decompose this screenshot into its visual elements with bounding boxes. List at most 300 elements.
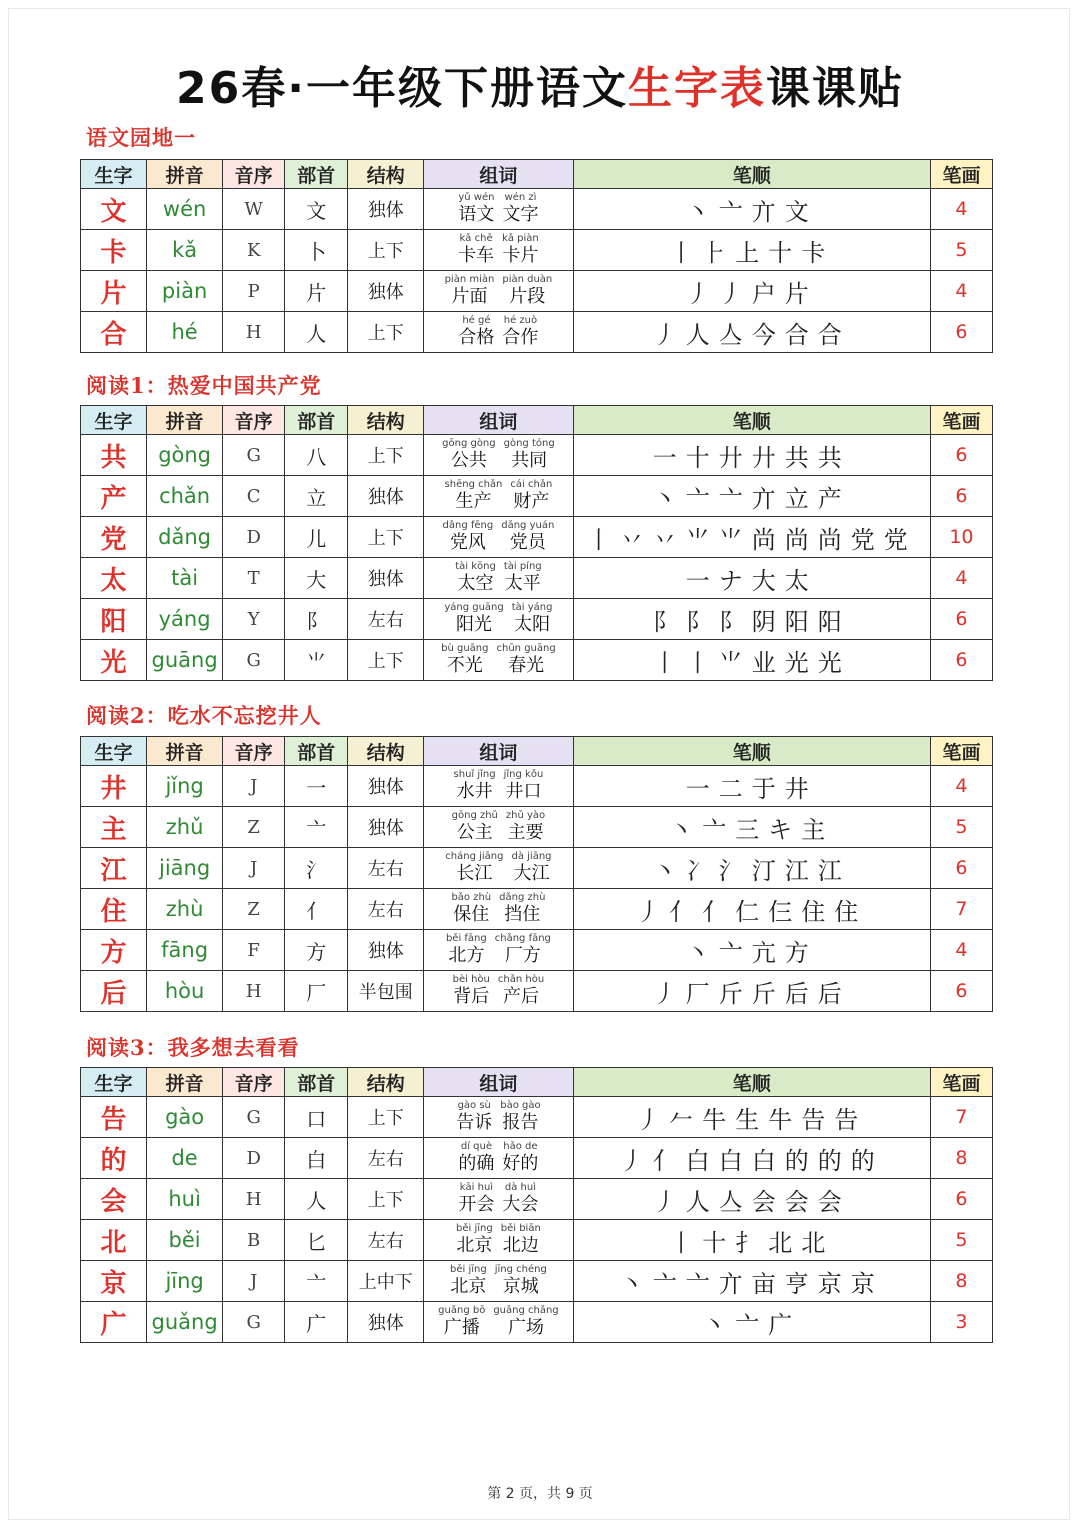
stroke-count-cell: 6	[930, 640, 992, 681]
pinyin-cell: hé	[147, 312, 223, 353]
table-row	[81, 517, 993, 558]
word-text: 大江	[513, 863, 550, 884]
word-item	[499, 892, 545, 926]
phonetic-index-cell: F	[223, 930, 285, 971]
words-cell	[424, 807, 573, 848]
pinyin-cell: de	[147, 1138, 223, 1179]
character-cell: 片	[81, 271, 147, 312]
stroke-step: 白	[718, 1146, 743, 1175]
word-pinyin: dǎng fēng	[442, 520, 494, 531]
stroke-step: 亣	[751, 197, 776, 226]
word-pinyin: hǎo de	[503, 1141, 538, 1152]
stroke-step: 丨	[669, 238, 694, 267]
stroke-step: 十	[685, 443, 710, 472]
word-pinyin: běi jīng	[456, 1223, 493, 1234]
stroke-count-cell: 5	[930, 807, 992, 848]
word-pinyin: gōng zhǔ	[451, 810, 498, 821]
structure-cell: 左右	[348, 599, 424, 640]
stroke-step: 丷	[652, 525, 677, 554]
column-header: 音序	[223, 160, 285, 189]
stroke-step: 住	[834, 897, 859, 926]
stroke-step: 党	[850, 525, 875, 554]
words-cell	[424, 889, 573, 930]
word-text: 北方	[448, 945, 485, 966]
page-footer: 第 2 页，共 9 页	[487, 1486, 593, 1502]
stroke-step: 丿	[652, 320, 677, 349]
words-cell	[424, 930, 573, 971]
stroke-step: 亻	[702, 897, 727, 926]
radical-cell: 卜	[285, 230, 348, 271]
structure-cell: 左右	[348, 889, 424, 930]
table-row	[81, 930, 993, 971]
stroke-step: 的	[784, 1146, 809, 1175]
word-pinyin: cháng jiāng	[445, 851, 504, 862]
column-header: 笔顺	[573, 406, 930, 435]
stroke-order-cell	[573, 599, 930, 640]
word-text: 广播	[443, 1317, 480, 1338]
word-text: 公主	[456, 822, 493, 843]
column-header: 组词	[424, 160, 573, 189]
phonetic-index-cell: D	[223, 1138, 285, 1179]
radical-cell: 文	[285, 189, 348, 230]
radical-cell: 人	[285, 312, 348, 353]
word-text: 挡住	[504, 904, 541, 925]
pinyin-cell: chǎn	[147, 476, 223, 517]
stroke-step: 方	[784, 938, 809, 967]
word-item	[458, 233, 494, 267]
phonetic-index-cell: H	[223, 312, 285, 353]
words-cell	[424, 271, 573, 312]
word-pinyin: yǔ wén	[458, 192, 495, 203]
radical-cell: 厂	[285, 971, 348, 1012]
column-header: 生字	[81, 1068, 147, 1097]
stroke-count-cell: 5	[930, 230, 992, 271]
column-header: 音序	[223, 406, 285, 435]
words-cell	[424, 1261, 573, 1302]
word-item	[441, 643, 488, 677]
stroke-step: 立	[784, 484, 809, 513]
radical-cell: 广	[285, 1302, 348, 1343]
radical-cell: 大	[285, 558, 348, 599]
word-text: 好的	[502, 1153, 539, 1174]
stroke-step: 京	[850, 1269, 875, 1298]
word-text: 主要	[507, 822, 544, 843]
column-header: 结构	[348, 737, 424, 766]
word-pinyin: běi fāng	[445, 933, 487, 944]
character-cell: 方	[81, 930, 147, 971]
column-header: 组词	[424, 406, 573, 435]
stroke-step: 氵	[718, 856, 743, 885]
word-item	[438, 1305, 485, 1339]
stroke-step: 亩	[751, 1269, 776, 1298]
stroke-step: 人	[685, 1187, 710, 1216]
word-item	[443, 520, 494, 554]
stroke-step: 丿	[636, 1105, 661, 1134]
table-row	[81, 189, 993, 230]
stroke-step: 产	[817, 484, 842, 513]
stroke-count-cell: 3	[930, 1302, 992, 1343]
stroke-step: 丿	[636, 897, 661, 926]
stroke-step: 片	[784, 279, 809, 308]
word-pinyin: gòng tóng	[503, 438, 555, 449]
character-cell: 主	[81, 807, 147, 848]
stroke-step: 生	[735, 1105, 760, 1134]
table-row	[81, 766, 993, 807]
stroke-step: 白	[685, 1146, 710, 1175]
word-pinyin: kǎ chē	[459, 233, 493, 244]
stroke-step: ナ	[718, 566, 743, 595]
pinyin-cell: běi	[147, 1220, 223, 1261]
phonetic-index-cell: J	[223, 1261, 285, 1302]
word-pinyin: jǐng kǒu	[503, 769, 544, 780]
structure-cell: 独体	[348, 558, 424, 599]
stroke-count-cell: 8	[930, 1261, 992, 1302]
stroke-step: 丿	[718, 279, 743, 308]
word-text: 报告	[502, 1112, 539, 1133]
pinyin-cell: jǐng	[147, 766, 223, 807]
word-pinyin: yáng guāng	[444, 602, 504, 613]
stroke-step: 江	[817, 856, 842, 885]
stroke-count-cell: 7	[930, 1097, 992, 1138]
stroke-step: 扌	[735, 1228, 760, 1257]
stroke-step: 廾	[718, 443, 743, 472]
structure-cell: 上中下	[348, 1261, 424, 1302]
stroke-step: 廾	[751, 443, 776, 472]
stroke-order-cell	[573, 1097, 930, 1138]
stroke-step: 太	[784, 566, 809, 595]
word-text: 不光	[446, 655, 483, 676]
table-row	[81, 1302, 993, 1343]
stroke-order-cell	[573, 930, 930, 971]
column-header: 部首	[285, 737, 348, 766]
stroke-step: 京	[817, 1269, 842, 1298]
word-pinyin: piàn duàn	[502, 274, 553, 285]
structure-cell: 独体	[348, 930, 424, 971]
phonetic-index-cell: B	[223, 1220, 285, 1261]
character-cell: 后	[81, 971, 147, 1012]
word-text: 北边	[502, 1235, 539, 1256]
stroke-step: 丨	[669, 1228, 694, 1257]
word-text: 阳光	[456, 614, 493, 635]
stroke-step: 一	[652, 443, 677, 472]
column-header: 结构	[348, 1068, 424, 1097]
character-cell: 卡	[81, 230, 147, 271]
word-text: 京城	[502, 1276, 539, 1297]
structure-cell: 上下	[348, 230, 424, 271]
word-text: 保住	[453, 904, 490, 925]
stroke-step: ⺌	[685, 525, 710, 554]
stroke-step: ⺌	[718, 525, 743, 554]
stroke-step: 亠	[702, 815, 727, 844]
word-item	[502, 1182, 538, 1216]
table-row	[81, 435, 993, 476]
word-item	[444, 602, 503, 636]
table-row	[81, 1138, 993, 1179]
character-cell: 共	[81, 435, 147, 476]
word-item	[442, 438, 495, 472]
word-item	[502, 315, 538, 349]
stroke-step: 丶	[669, 815, 694, 844]
stroke-step: 二	[718, 774, 743, 803]
stroke-step: 住	[801, 897, 826, 926]
radical-cell: 立	[285, 476, 348, 517]
table-row	[81, 889, 993, 930]
word-text: 文字	[502, 204, 539, 225]
stroke-count-cell: 7	[930, 889, 992, 930]
word-item	[506, 810, 545, 844]
character-cell: 北	[81, 1220, 147, 1261]
table-header-row	[81, 1068, 993, 1097]
stroke-step: キ	[768, 815, 793, 844]
stroke-step: 丶	[652, 856, 677, 885]
pinyin-cell: yáng	[147, 599, 223, 640]
stroke-step: 文	[784, 197, 809, 226]
word-text: 共同	[511, 450, 548, 471]
stroke-step: 亢	[751, 938, 776, 967]
radical-cell: 八	[285, 435, 348, 476]
column-header: 音序	[223, 1068, 285, 1097]
pinyin-cell: huì	[147, 1179, 223, 1220]
stroke-step: 业	[751, 648, 776, 677]
structure-cell: 半包围	[348, 971, 424, 1012]
stroke-step: 卡	[801, 238, 826, 267]
word-item	[512, 851, 552, 885]
stroke-step: 主	[801, 815, 826, 844]
column-header: 部首	[285, 160, 348, 189]
phonetic-index-cell: W	[223, 189, 285, 230]
words-cell	[424, 312, 573, 353]
stroke-count-cell: 5	[930, 1220, 992, 1261]
stroke-step: 白	[751, 1146, 776, 1175]
stroke-step: 光	[817, 648, 842, 677]
character-cell: 产	[81, 476, 147, 517]
word-pinyin: běi biān	[500, 1223, 541, 1234]
structure-cell: 独体	[348, 476, 424, 517]
word-item	[458, 315, 494, 349]
word-text: 广场	[507, 1317, 544, 1338]
structure-cell: 上下	[348, 640, 424, 681]
structure-cell: 左右	[348, 1138, 424, 1179]
word-item	[502, 1141, 538, 1175]
word-text: 党风	[449, 532, 486, 553]
character-table	[80, 736, 993, 1012]
stroke-order-cell	[573, 312, 930, 353]
word-item	[456, 1223, 493, 1257]
word-item	[454, 769, 496, 803]
word-text: 片面	[451, 286, 488, 307]
stroke-order-cell	[573, 889, 930, 930]
word-pinyin: bèi hòu	[452, 974, 490, 985]
word-text: 背后	[453, 986, 490, 1007]
word-item	[458, 1182, 494, 1216]
structure-cell: 独体	[348, 766, 424, 807]
column-header: 结构	[348, 406, 424, 435]
pinyin-cell: gào	[147, 1097, 223, 1138]
word-item	[446, 933, 487, 967]
stroke-step: 斤	[718, 979, 743, 1008]
word-item	[495, 933, 551, 967]
word-pinyin: chǎn hòu	[497, 974, 545, 985]
table-row	[81, 1220, 993, 1261]
words-cell	[424, 1097, 573, 1138]
words-cell	[424, 1138, 573, 1179]
table-row	[81, 476, 993, 517]
column-header: 笔画	[930, 160, 992, 189]
word-text: 片段	[509, 286, 546, 307]
word-text: 大会	[502, 1194, 539, 1215]
stroke-step: 亠	[718, 938, 743, 967]
word-text: 太阳	[514, 614, 551, 635]
stroke-step: 仁	[735, 897, 760, 926]
words-cell	[424, 230, 573, 271]
table-row	[81, 558, 993, 599]
word-pinyin: kāi huì	[459, 1182, 494, 1193]
stroke-count-cell: 8	[930, 1138, 992, 1179]
words-cell	[424, 766, 573, 807]
stroke-step: 厂	[685, 979, 710, 1008]
stroke-order-cell	[573, 1179, 930, 1220]
table-row	[81, 1261, 993, 1302]
pinyin-cell: hòu	[147, 971, 223, 1012]
pinyin-cell: tài	[147, 558, 223, 599]
stroke-step: 亣	[718, 1269, 743, 1298]
phonetic-index-cell: H	[223, 971, 285, 1012]
stroke-step: 丨	[586, 525, 611, 554]
radical-cell: 氵	[285, 848, 348, 889]
stroke-step: 丶	[652, 484, 677, 513]
stroke-order-cell	[573, 558, 930, 599]
stroke-count-cell: 6	[930, 476, 992, 517]
column-header: 音序	[223, 737, 285, 766]
radical-cell: 匕	[285, 1220, 348, 1261]
stroke-step: 亻	[652, 1146, 677, 1175]
words-cell	[424, 640, 573, 681]
word-text: 春光	[508, 655, 545, 676]
pinyin-cell: guāng	[147, 640, 223, 681]
pinyin-cell: gòng	[147, 435, 223, 476]
stroke-step: 牛	[768, 1105, 793, 1134]
word-item	[458, 1141, 494, 1175]
word-item	[501, 1223, 541, 1257]
table-row	[81, 599, 993, 640]
pinyin-cell: zhù	[147, 889, 223, 930]
stroke-step: 共	[784, 443, 809, 472]
stroke-step: 合	[784, 320, 809, 349]
stroke-step: 尚	[751, 525, 776, 554]
word-pinyin: dà huì	[504, 1182, 536, 1193]
stroke-step: ⺊	[702, 238, 727, 267]
word-pinyin: guǎng bō	[438, 1305, 486, 1316]
word-text: 合格	[458, 327, 495, 348]
phonetic-index-cell: G	[223, 640, 285, 681]
word-pinyin: guǎng chǎng	[493, 1305, 559, 1316]
stroke-step: 丨	[652, 648, 677, 677]
character-cell: 阳	[81, 599, 147, 640]
stroke-step: 丷	[619, 525, 644, 554]
column-header: 拼音	[147, 737, 223, 766]
radical-cell: ⺌	[285, 640, 348, 681]
pinyin-cell: kǎ	[147, 230, 223, 271]
column-header: 组词	[424, 737, 573, 766]
stroke-step: 阝	[685, 607, 710, 636]
stroke-count-cell: 4	[930, 189, 992, 230]
section-title: 语文园地一	[86, 125, 196, 150]
word-text: 北京	[450, 1276, 487, 1297]
word-pinyin: piàn miàn	[444, 274, 495, 285]
phonetic-index-cell: J	[223, 766, 285, 807]
stroke-step: 江	[784, 856, 809, 885]
word-pinyin: shuǐ jǐng	[453, 769, 496, 780]
word-item	[493, 1305, 558, 1339]
radical-cell: 亠	[285, 1261, 348, 1302]
word-pinyin: tài píng	[503, 561, 542, 572]
stroke-order-cell	[573, 766, 930, 807]
stroke-step: 亼	[718, 1187, 743, 1216]
phonetic-index-cell: Z	[223, 807, 285, 848]
structure-cell: 上下	[348, 312, 424, 353]
stroke-step: 人	[685, 320, 710, 349]
word-item	[445, 274, 495, 308]
word-text: 党员	[509, 532, 546, 553]
stroke-step: 告	[834, 1105, 859, 1134]
stroke-order-cell	[573, 971, 930, 1012]
stroke-step: 上	[735, 238, 760, 267]
table-row	[81, 1179, 993, 1220]
stroke-order-cell	[573, 476, 930, 517]
phonetic-index-cell: G	[223, 1302, 285, 1343]
stroke-step: 户	[751, 279, 776, 308]
words-cell	[424, 517, 573, 558]
stroke-step: 后	[784, 979, 809, 1008]
stroke-step: 十	[702, 1228, 727, 1257]
structure-cell: 上下	[348, 435, 424, 476]
word-text: 生产	[455, 491, 492, 512]
word-pinyin: hé gé	[462, 315, 491, 326]
radical-cell: 阝	[285, 599, 348, 640]
stroke-step: 党	[883, 525, 908, 554]
stroke-step: 丿	[652, 1187, 677, 1216]
character-cell: 广	[81, 1302, 147, 1343]
structure-cell: 独体	[348, 189, 424, 230]
structure-cell: 独体	[348, 807, 424, 848]
column-header: 笔顺	[573, 160, 930, 189]
pinyin-cell: wén	[147, 189, 223, 230]
word-text: 长江	[456, 863, 493, 884]
table-row	[81, 271, 993, 312]
column-header: 部首	[285, 1068, 348, 1097]
stroke-step: 亼	[718, 320, 743, 349]
character-cell: 井	[81, 766, 147, 807]
stroke-step: 大	[751, 566, 776, 595]
pinyin-cell: jīng	[147, 1261, 223, 1302]
stroke-order-cell	[573, 1220, 930, 1261]
stroke-count-cell: 6	[930, 848, 992, 889]
word-item	[504, 438, 555, 472]
column-header: 笔画	[930, 406, 992, 435]
section-title: 阅读2：吃水不忘挖井人	[86, 703, 322, 728]
character-cell: 告	[81, 1097, 147, 1138]
stroke-step: 北	[768, 1228, 793, 1257]
table-header-row	[81, 737, 993, 766]
word-pinyin: gào sù	[457, 1100, 491, 1111]
title-prefix: 26春·一年级下册语文	[176, 63, 628, 114]
word-item	[504, 561, 542, 595]
column-header: 生字	[81, 406, 147, 435]
stroke-step: 丶	[702, 1310, 727, 1339]
column-header: 结构	[348, 160, 424, 189]
pinyin-cell: jiāng	[147, 848, 223, 889]
phonetic-index-cell: P	[223, 271, 285, 312]
